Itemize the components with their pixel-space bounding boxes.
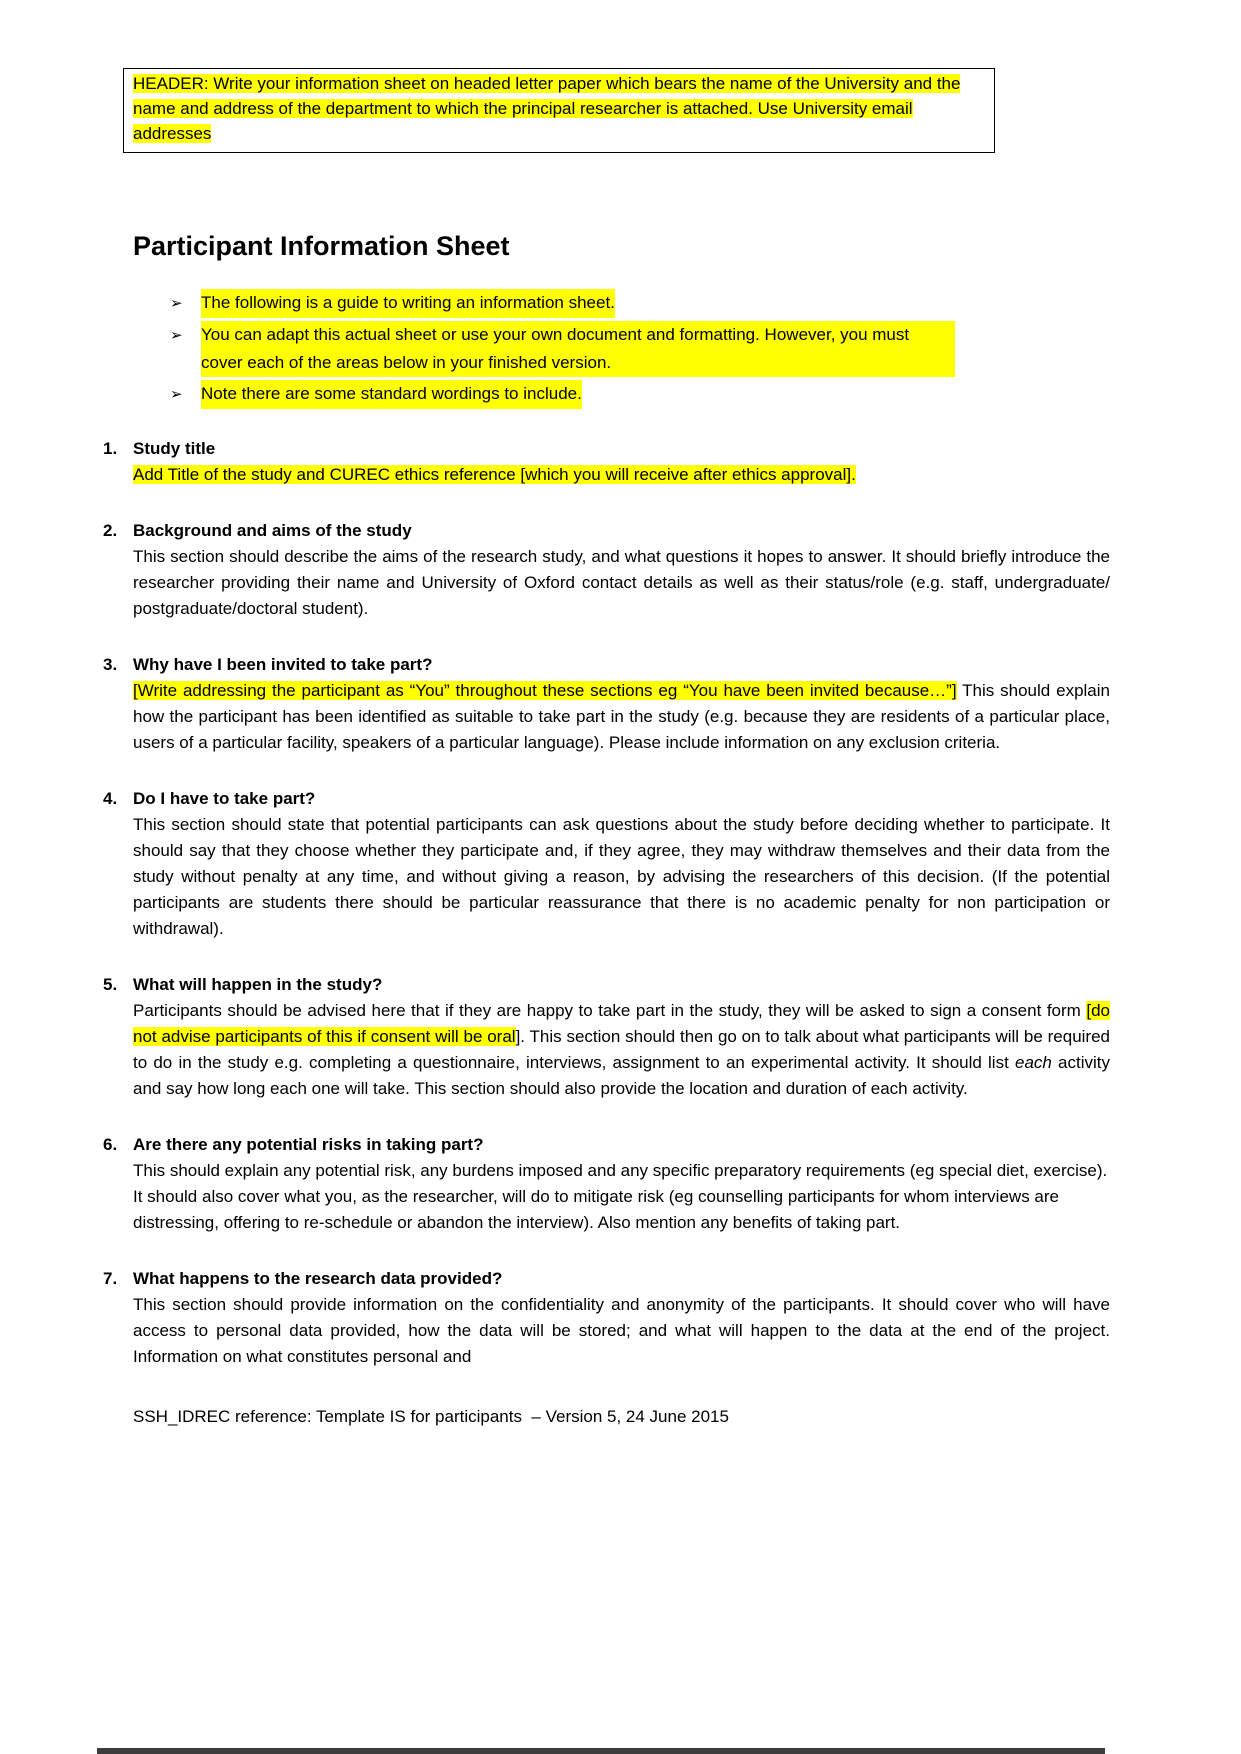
- intro-bullet-text: Note there are some standard wordings to include.: [201, 380, 582, 409]
- section-body: [133, 1292, 1110, 1370]
- section-body: [133, 544, 1110, 622]
- body-text: This section should state that potential participants can ask questions about the study before deciding whether to participate. It should say that they choose whether they participate and, if they agree, they may withdraw themselves and their data from the study without penalty at any time, and without giving a reason, by advising the researchers of this decision. (If the potential participants are students there should be particular reassurance that there is no academic penalty for non participation or withdrawal).: [133, 815, 1110, 938]
- section-heading: What happens to the research data provided?: [133, 1269, 503, 1288]
- section-content: [133, 652, 1110, 756]
- section-body: [133, 812, 1110, 942]
- arrow-bullet-icon: ➢: [170, 295, 183, 312]
- section-content: [133, 972, 1110, 1102]
- section-item-6: [103, 1132, 1110, 1236]
- section-number: 6.: [103, 1135, 118, 1154]
- section-body: [133, 678, 1110, 756]
- section-number: 3.: [103, 655, 118, 674]
- intro-bullet-text: You can adapt this actual sheet or use your own document and formatting. However, you must cover each of the areas below in your finished version.: [201, 321, 955, 377]
- sections-list: [103, 436, 1110, 1370]
- arrow-bullet-icon: ➢: [170, 327, 183, 344]
- intro-bullet-item: [170, 321, 955, 377]
- body-text: This should explain any potential risk, any burdens imposed and any specific preparatory requirements (eg special diet, exercise). It should also cover what you, as the researcher, will do to mitigate risk (eg counselling participants for whom interviews are distressing, offering to re-schedule or abandon the interview). Also mention any benefits of taking part.: [133, 1161, 1108, 1232]
- section-number: 4.: [103, 789, 118, 808]
- body-text: This section should describe the aims of the research study, and what questions it hopes to answer. It should briefly introduce the researcher providing their name and University of Oxford contact details as well as their status/role (e.g. staff, undergraduate/ postgraduate/doctoral student).: [133, 547, 1110, 618]
- section-item-5: [103, 972, 1110, 1102]
- section-number: 1.: [103, 439, 118, 458]
- section-item-1: [103, 436, 1110, 488]
- page-edge-strip: [97, 1748, 1105, 1754]
- section-body: [133, 462, 1110, 488]
- page-title: Participant Information Sheet: [133, 231, 510, 261]
- section-body: [133, 1158, 1110, 1236]
- highlighted-text: Add Title of the study and CUREC ethics reference [which you will receive after ethics approval].: [133, 465, 856, 484]
- body-text: ]. This section should then go on to talk about what participants will be required to do in the study e.g. completing a questionnaire, interviews, assignment to an experimental activity. It should list: [133, 1027, 1110, 1072]
- intro-bullet-item: [170, 380, 955, 409]
- arrow-bullet-icon: ➢: [170, 386, 183, 403]
- body-text: each: [1014, 1053, 1052, 1072]
- section-heading: Background and aims of the study: [133, 521, 412, 540]
- section-heading: Do I have to take part?: [133, 789, 316, 808]
- header-instruction-text: HEADER: Write your information sheet on headed letter paper which bears the name of the University and the name and address of the department to which the principal researcher is attached. Use University email addresses: [133, 74, 961, 143]
- section-content: [133, 518, 1110, 622]
- section-item-3: [103, 652, 1110, 756]
- body-text: activity and say how long each one will take. This section should also provide the location and duration of each activity.: [133, 1053, 1110, 1098]
- intro-bullet-item: [170, 289, 955, 318]
- section-content: [133, 1266, 1110, 1370]
- section-content: [133, 786, 1110, 942]
- footer-reference: SSH_IDREC reference: Template IS for participants – Version 5, 24 June 2015: [133, 1407, 729, 1426]
- intro-bullet-list: [170, 289, 955, 409]
- section-heading: What will happen in the study?: [133, 975, 383, 994]
- section-heading: Are there any potential risks in taking part?: [133, 1135, 484, 1154]
- highlighted-text: [Write addressing the participant as “You” throughout these sections eg “You have been invited because…”]: [133, 681, 957, 700]
- section-heading: Why have I been invited to take part?: [133, 655, 433, 674]
- section-content: [133, 1132, 1110, 1236]
- body-text: This section should provide information on the confidentiality and anonymity of the participants. It should cover who will have access to personal data provided, how the data will be stored; and what will happen to the data at the end of the project. Information on what constitutes personal and: [133, 1295, 1110, 1366]
- header-instruction-box: [123, 68, 995, 153]
- section-item-7: [103, 1266, 1110, 1370]
- section-heading: Study title: [133, 439, 216, 458]
- section-number: 5.: [103, 975, 118, 994]
- section-item-2: [103, 518, 1110, 622]
- intro-bullet-text: The following is a guide to writing an information sheet.: [201, 289, 615, 318]
- body-text: This should explain how the participant has been identified as suitable to take part in the study (e.g. because they are residents of a particular place, users of a particular facility, speakers of a particular language). Please include information on any exclusion criteria.: [133, 681, 1110, 752]
- section-item-4: [103, 786, 1110, 942]
- section-number: 2.: [103, 521, 118, 540]
- body-text: Participants should be advised here that if they are happy to take part in the study, they will be asked to sign a consent form: [133, 1001, 1087, 1020]
- highlighted-text: [do not advise participants of this if consent will be oral: [133, 1001, 1110, 1046]
- section-body: [133, 998, 1110, 1102]
- section-content: [133, 436, 1110, 488]
- section-number: 7.: [103, 1269, 118, 1288]
